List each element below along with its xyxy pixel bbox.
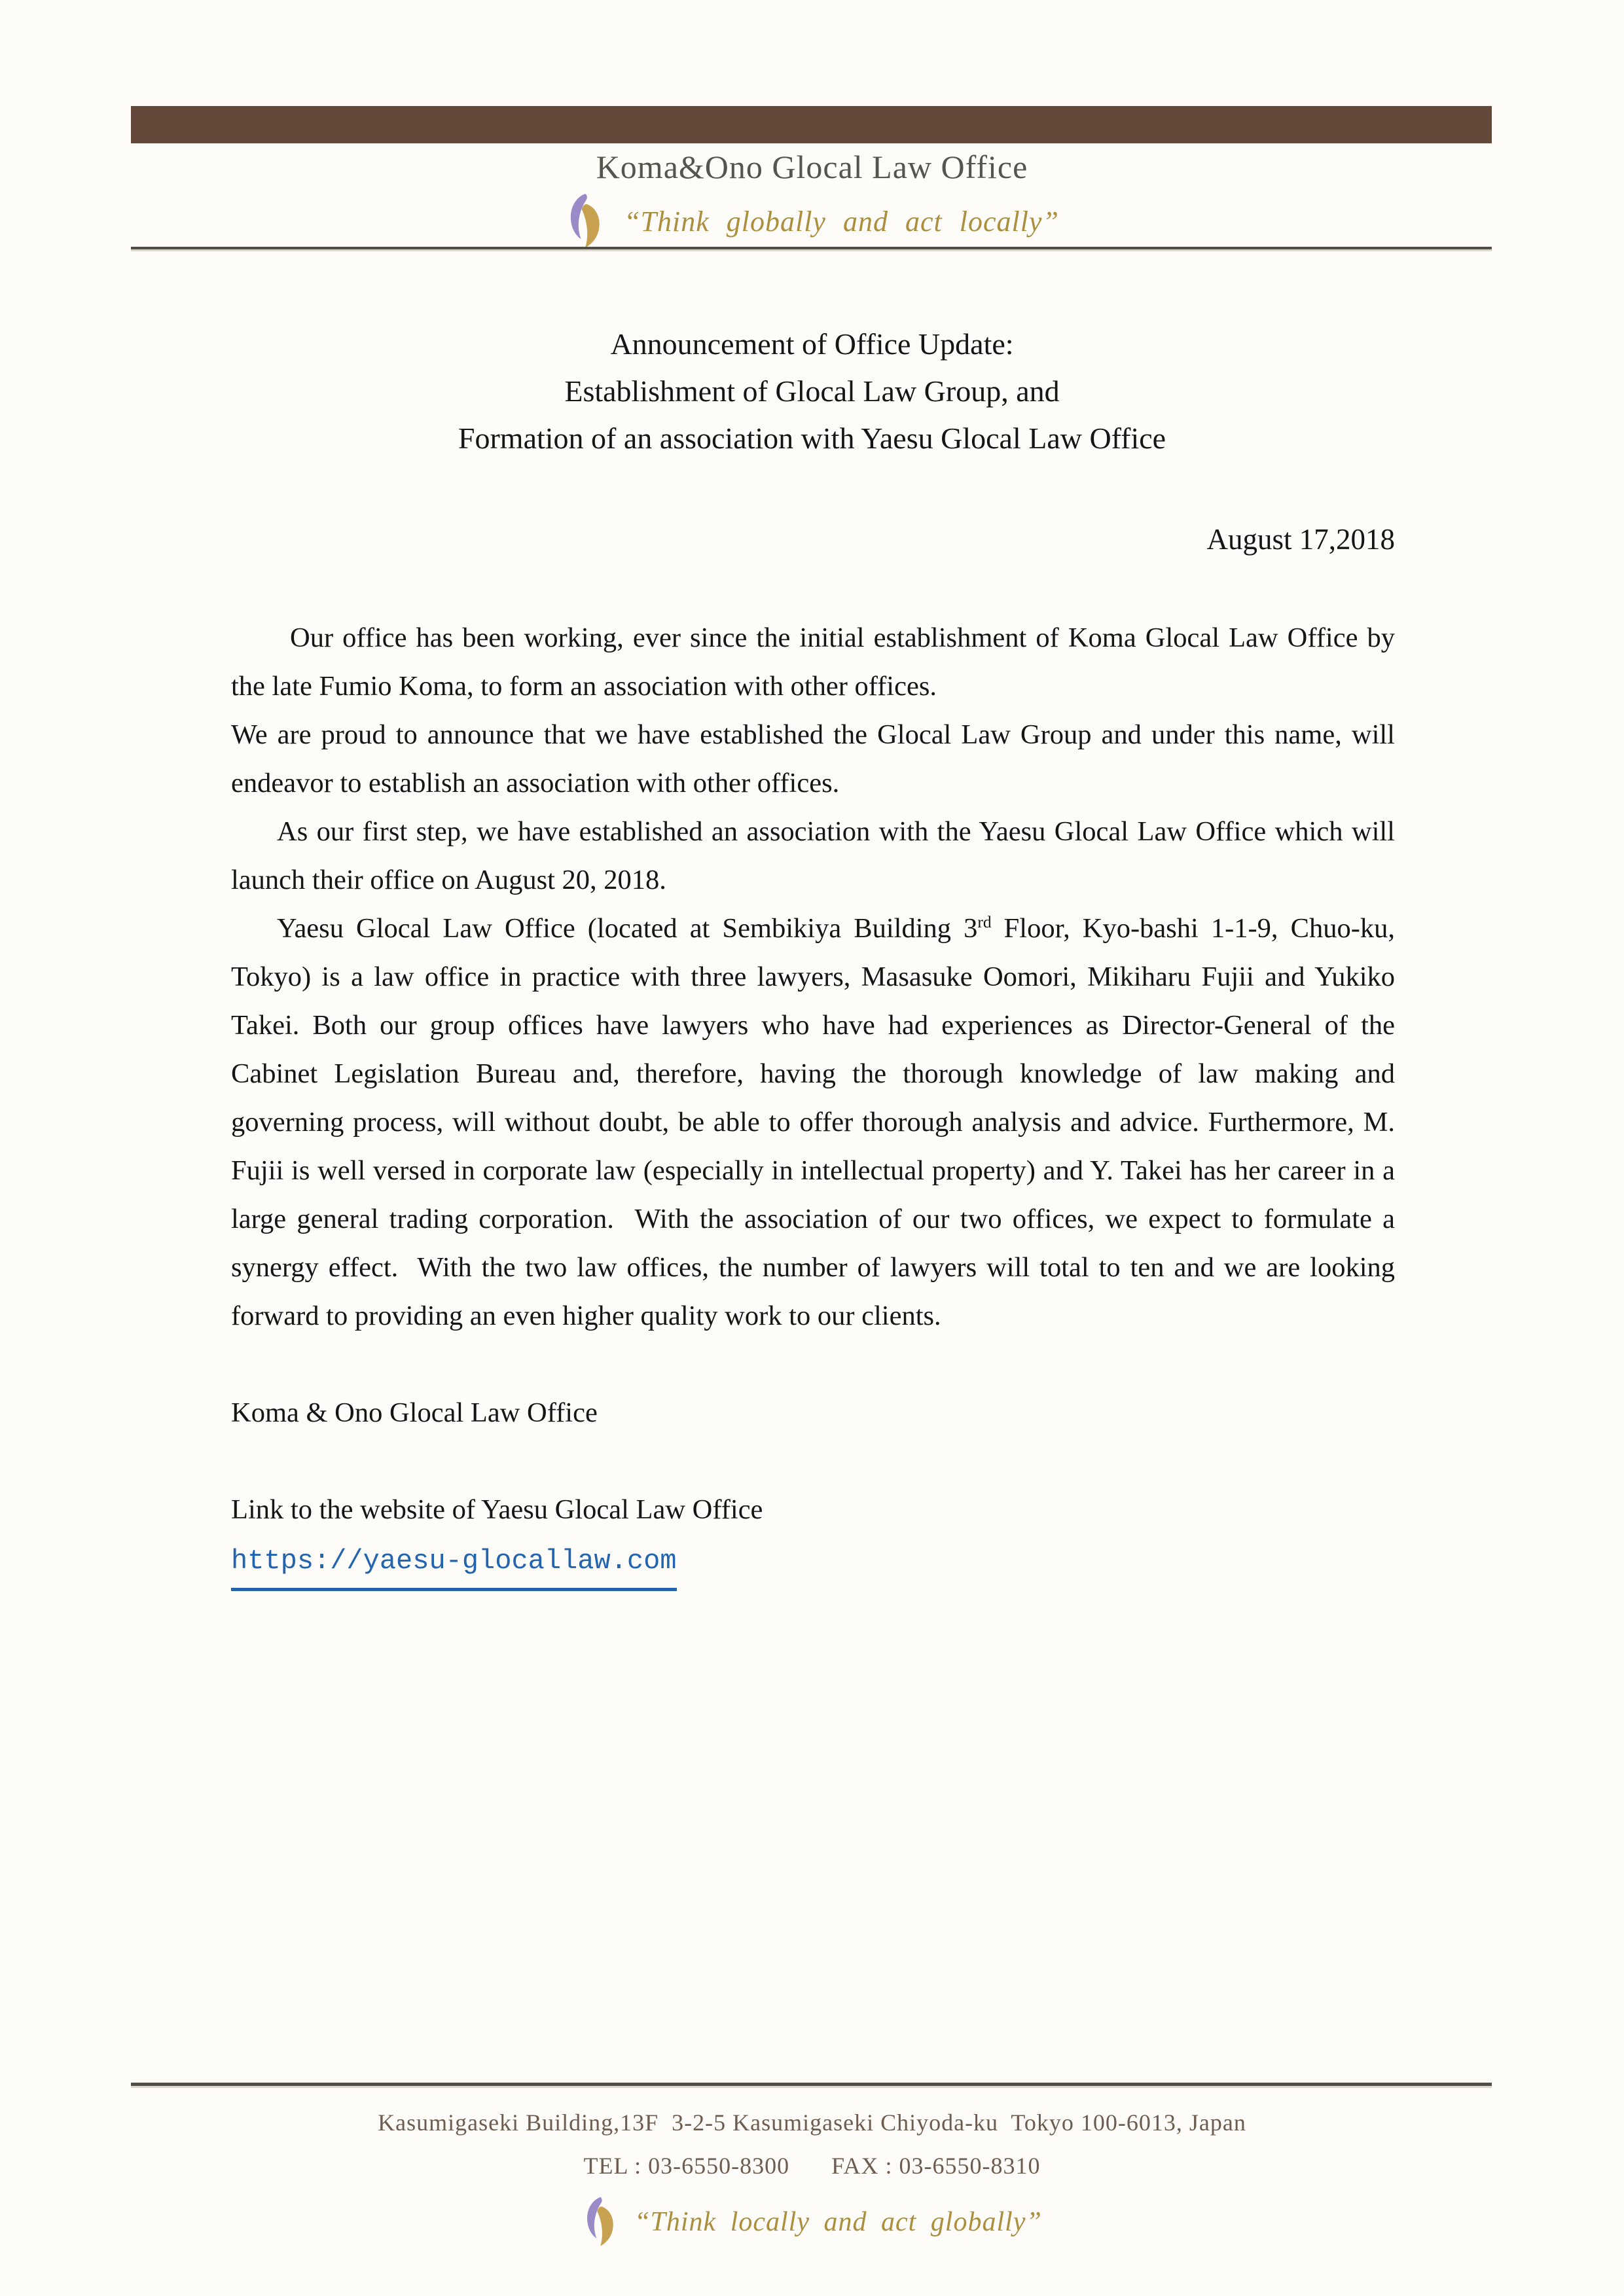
ordinal-superscript: rd [977, 912, 992, 931]
paragraph-4-text-end: Floor, Kyo-bashi 1-1-9, Chuo-ku, Tokyo) is a law office in practice with three lawyers, Masasuke Oomori, Mikiharu Fujii and Yukiko Takei. Both our group offices have lawyers who have had experiences as Director-General of the Cabinet Legislation Bureau and, therefore, having the thorough knowledge of law making and governing process, will without doubt, be able to offer thorough analysis and advice. Furthermore, M. Fujii is well versed in corporate law (especially in intellectual property) and Y. Takei has her career in a large general trading corporation. With the association of our two offices, we expect to formulate a synergy effect. With the two law offices, the number of lawyers will total to ten and we are looking forward to providing an even higher quality work to our clients. [231, 913, 1395, 1331]
signature-line: Koma & Ono Glocal Law Office [231, 1397, 598, 1428]
paragraph-1: Our office has been working, ever since the initial establishment of Koma Glocal Law Office by the late Fumio Koma, to form an association with other offices. [231, 622, 1395, 702]
footer-logo-row [0, 2186, 1624, 2258]
company-name: Koma&Ono Glocal Law Office [596, 149, 1028, 185]
paragraph-2: We are proud to announce that we have established the Glocal Law Group and under this name, will endeavor to establish an association with other offices. [231, 719, 1395, 798]
paragraph-4 [231, 905, 1395, 1340]
letter-body [231, 614, 1395, 1591]
date-line: August 17,2018 [1206, 523, 1395, 556]
paragraph-3: As our first step, we have established an association with the Yaesu Glocal Law Office which will launch their office on August 20, 2018. [231, 816, 1395, 895]
footer-contact [0, 2152, 1624, 2179]
company-logo-icon [565, 190, 607, 252]
document-title [0, 321, 1624, 462]
title-line-1: Announcement of Office Update: [610, 327, 1014, 361]
header-tagline: “Think globally and act locally” [624, 205, 1059, 238]
footer-logo-icon [582, 2194, 620, 2250]
title-line-2: Establishment of Glocal Law Group, and [564, 374, 1060, 408]
header-divider [131, 247, 1492, 251]
header-logo-row [0, 188, 1624, 254]
title-line-3: Formation of an association with Yaesu Glocal Law Office [458, 422, 1166, 455]
header-brown-bar [131, 106, 1492, 143]
footer-tagline: “Think locally and act globally” [634, 2207, 1042, 2237]
footer-divider [131, 2083, 1492, 2088]
footer-fax: FAX : 03-6550-8310 [831, 2153, 1041, 2179]
website-link[interactable]: https://yaesu-glocallaw.com [231, 1537, 677, 1591]
website-link-line [231, 1535, 1395, 1591]
footer-tel: TEL : 03-6550-8300 [583, 2153, 790, 2179]
website-link-label: Link to the website of Yaesu Glocal Law Office [231, 1494, 763, 1525]
paragraph-4-text-start: Yaesu Glocal Law Office (located at Sembikiya Building 3 [277, 913, 978, 944]
footer-address: Kasumigaseki Building,13F 3-2-5 Kasumigaseki Chiyoda-ku Tokyo 100-6013, Japan [378, 2109, 1246, 2136]
